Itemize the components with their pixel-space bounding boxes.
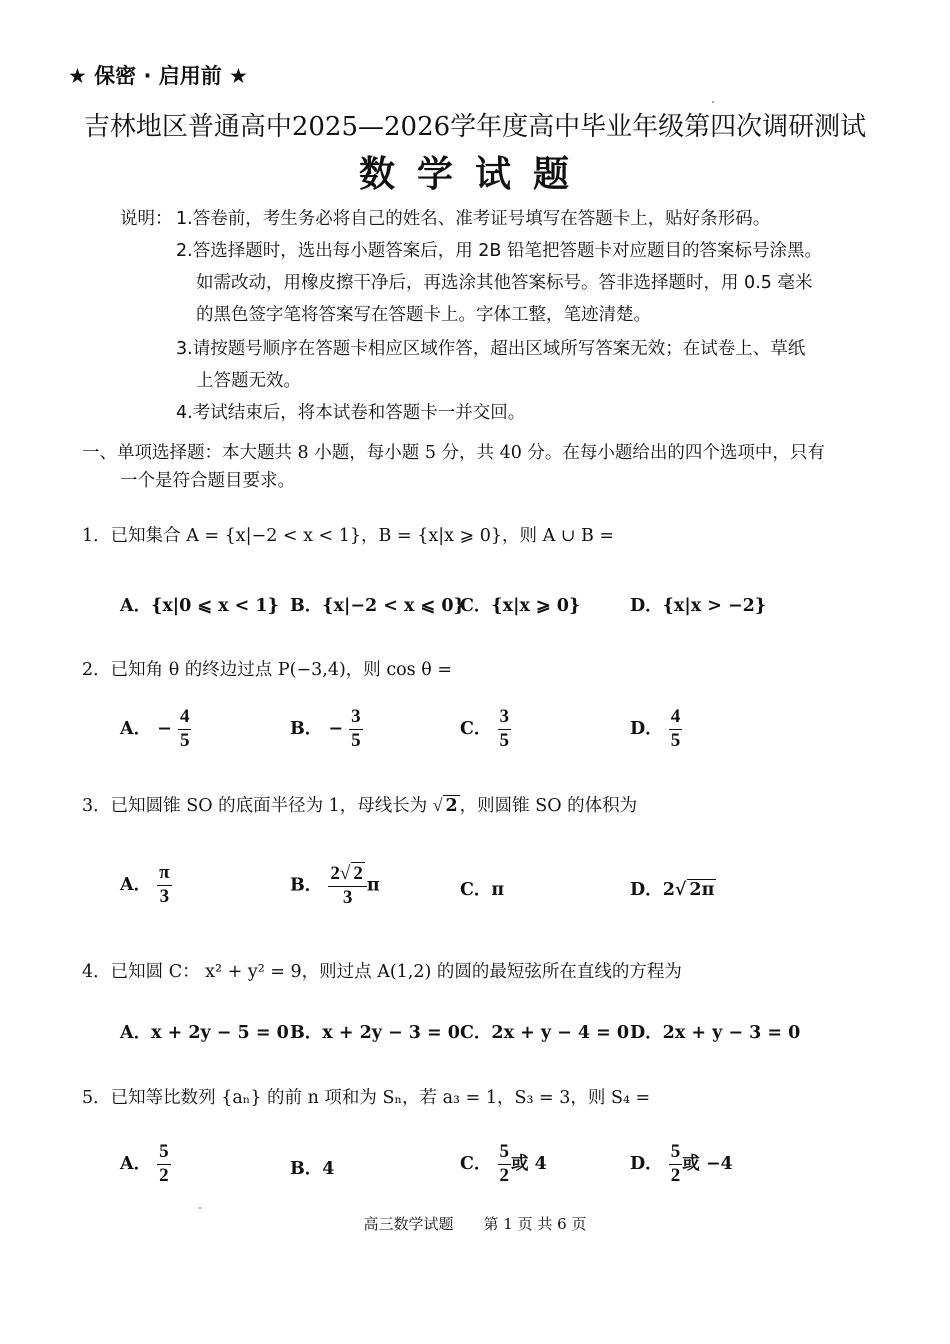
denominator: 3 <box>342 886 353 908</box>
option-label: B． <box>290 718 323 739</box>
denominator: 3 <box>159 885 170 907</box>
denominator: 5 <box>351 729 361 751</box>
question-number: 2． <box>82 660 111 680</box>
question-stem: 已知圆 C： x² + y² = 9，则过点 A(1,2) 的圆的最短弦所在直线的方程为 <box>110 962 682 982</box>
question-3: 3．已知圆锥 SO 的底面半径为 1，母线长为 √ 2 ，则圆锥 SO 的体积为 <box>82 795 638 816</box>
pi-symbol: π <box>366 875 380 896</box>
option-label: D． <box>630 718 663 739</box>
numerator: 5 <box>498 1141 512 1165</box>
question-2 <box>82 656 452 681</box>
question-number: 1． <box>82 526 111 546</box>
denominator: 5 <box>179 729 190 751</box>
denominator: 2 <box>159 1164 169 1186</box>
fraction <box>498 706 512 753</box>
q3-option-c: C．π <box>460 880 505 900</box>
q4-option-c: C．2x + y − 4 = 0 <box>460 1023 630 1043</box>
question-stem-part2: ，则圆锥 SO 的体积为 <box>459 796 638 816</box>
option-label: D． <box>630 880 663 900</box>
q1-option-d: D．{x|x > −2} <box>630 596 767 616</box>
instruction-2-cont-1: 如需改动，用橡皮擦干净后，再选涂其他答案标号。答非选择题时，用 0.5 毫米 <box>196 273 813 293</box>
denominator: 5 <box>499 729 510 751</box>
q5-option-c <box>460 1141 547 1188</box>
q1-option-b: B．{x|−2 < x ⩽ 0} <box>290 596 465 616</box>
section-heading-line2: 一个是符合题目要求。 <box>120 471 295 491</box>
question-stem-part1: 已知圆锥 SO 的底面半径为 1，母线长为 <box>110 796 433 816</box>
question-5 <box>82 1084 650 1109</box>
radicand: 2 <box>353 863 363 884</box>
fraction <box>669 706 683 753</box>
option-sign: − <box>157 718 172 739</box>
fraction <box>498 1141 512 1188</box>
option-label: A． <box>120 718 152 739</box>
coefficient: 2 <box>330 863 340 884</box>
option-label: A． <box>120 1153 152 1174</box>
q2-option-b <box>290 706 363 753</box>
fraction <box>669 1141 683 1188</box>
numerator: 5 <box>669 1141 683 1165</box>
denominator: 5 <box>670 729 681 751</box>
q5-option-d <box>630 1141 733 1188</box>
question-number: 3． <box>82 796 111 816</box>
instruction-2: 2.答选择题时，选出每小题答案后，用 2B 铅笔把答题卡对应题目的答案标号涂黑。 <box>176 241 822 261</box>
option-sign: − <box>328 718 344 739</box>
denominator: 2 <box>670 1164 681 1186</box>
coefficient: 2 <box>662 880 675 900</box>
q2-option-d <box>630 706 682 753</box>
numerator: 3 <box>498 706 512 730</box>
question-stem: 已知集合 A = {x|−2 < x < 1}，B = {x|x ⩾ 0}，则 A ∪ B = <box>110 526 615 546</box>
question-number: 5． <box>82 1088 111 1108</box>
instruction-2-cont-2: 的黑色签字笔将答案写在答题卡上。字体工整，笔迹清楚。 <box>196 305 651 325</box>
option-label: A． <box>120 874 152 895</box>
option-tail: 或 4 <box>511 1153 547 1174</box>
fraction <box>328 862 366 910</box>
q5-option-a <box>120 1141 171 1188</box>
q4-option-b: B．x + 2y − 3 = 0 <box>290 1023 460 1043</box>
fraction <box>157 1141 171 1188</box>
scan-dot <box>712 101 714 103</box>
q1-option-c: C．{x|x ⩾ 0} <box>460 596 581 616</box>
page-footer: 高三数学试题 第 1 页 共 6 页 <box>363 1215 587 1233</box>
instruction-1: 1.答卷前，考生务必将自己的姓名、准考证号填写在答题卡上，贴好条形码。 <box>176 209 771 229</box>
radicand: 2 <box>445 796 458 816</box>
option-label: C． <box>460 718 492 739</box>
numerator: 2√ 2 <box>328 862 366 887</box>
q4-option-a: A．x + 2y − 5 = 0 <box>120 1023 289 1043</box>
instruction-3-cont: 上答题无效。 <box>196 371 301 391</box>
q3-option-a <box>120 862 172 909</box>
instructions-label: 说明： <box>120 209 173 229</box>
q3-option-b <box>290 862 380 910</box>
q1-option-a: A．{x|0 ⩽ x < 1} <box>120 596 279 616</box>
question-4 <box>82 958 682 983</box>
numerator: π <box>157 862 171 886</box>
option-tail: 或 −4 <box>682 1153 733 1174</box>
numerator: 5 <box>157 1141 171 1165</box>
question-stem: 已知角 θ 的终边过点 P(−3,4)，则 cos θ = <box>110 660 452 680</box>
confidential-mark: ★ 保密 · 启用前 ★ <box>68 64 248 88</box>
q4-option-d: D．2x + y − 3 = 0 <box>630 1023 801 1043</box>
numerator: 3 <box>349 706 363 730</box>
denominator: 2 <box>499 1164 510 1186</box>
q5-option-b: B．4 <box>290 1159 335 1179</box>
fraction <box>157 862 171 909</box>
scan-dot <box>199 1207 201 1209</box>
option-label: C． <box>460 1153 492 1174</box>
question-number: 4． <box>82 962 111 982</box>
instruction-3: 3.请按题号顺序在答题卡相应区域作答，超出区域所写答案无效；在试卷上、草纸 <box>176 339 806 359</box>
option-label: D． <box>630 1153 663 1174</box>
exam-title: 吉林地区普通高中2025—2026学年度高中毕业年级第四次调研测试 <box>83 112 867 142</box>
numerator: 4 <box>669 706 683 730</box>
numerator: 4 <box>178 706 192 730</box>
radicand: 2π <box>689 880 715 900</box>
q2-option-c <box>460 706 511 753</box>
q2-option-a <box>120 706 191 753</box>
subject-title: 数学试题 <box>358 153 591 195</box>
section-heading-line1: 一、单项选择题：本大题共 8 小题，每小题 5 分，共 40 分。在每小题给出的四个选项中，只有 <box>82 443 825 463</box>
question-1 <box>82 522 614 547</box>
fraction <box>349 706 363 753</box>
option-label: B． <box>290 875 323 896</box>
instruction-4: 4.考试结束后，将本试卷和答题卡一并交回。 <box>176 403 526 423</box>
fraction <box>178 706 192 753</box>
question-stem: 已知等比数列 {aₙ} 的前 n 项和为 Sₙ，若 a₃ = 1，S₃ = 3，则 S₄ = <box>110 1088 651 1108</box>
q3-option-d: D．2√ 2π <box>630 880 715 900</box>
